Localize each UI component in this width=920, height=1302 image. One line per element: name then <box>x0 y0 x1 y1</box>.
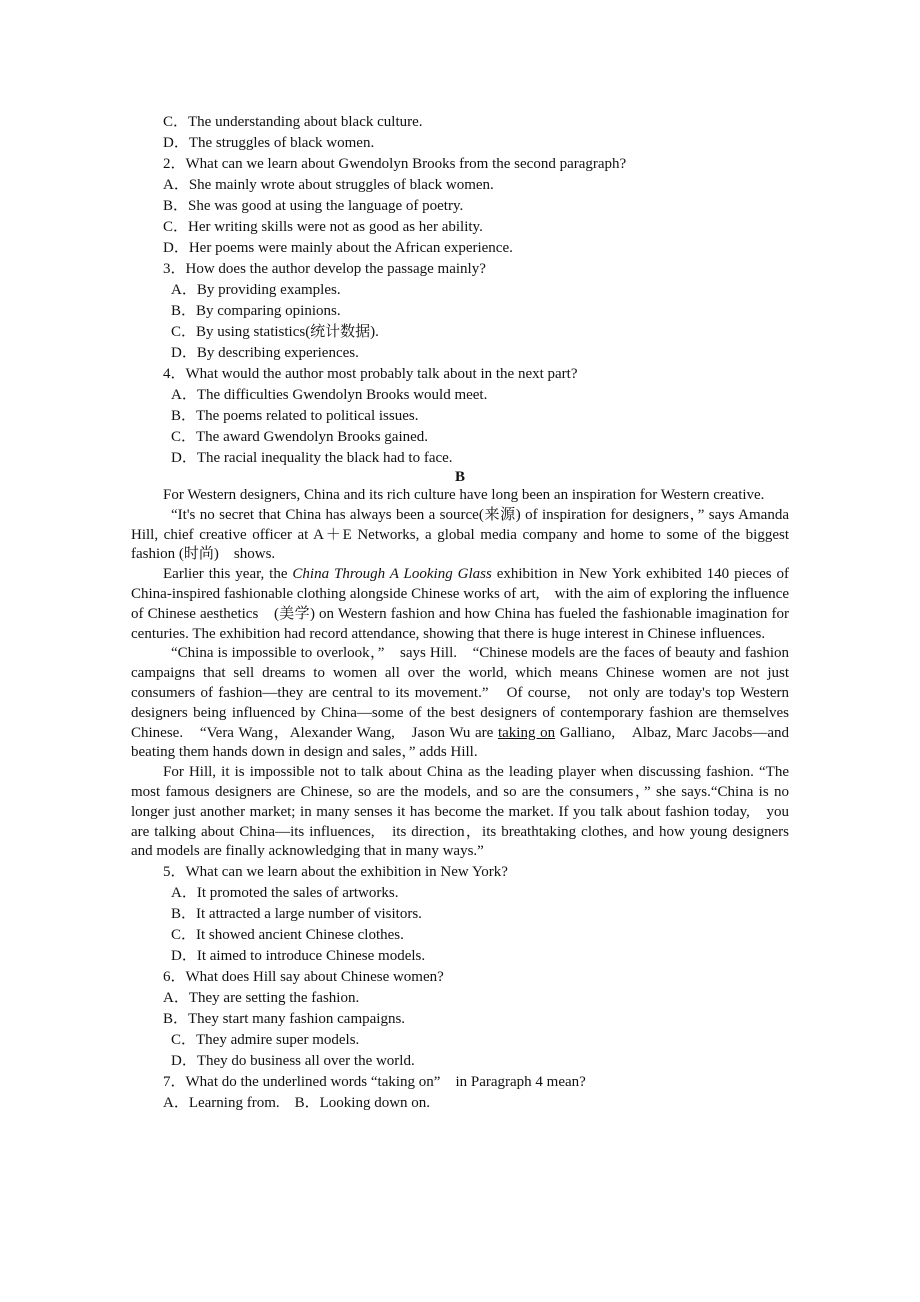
q1-option-d: D．The struggles of black women. <box>163 135 375 151</box>
question-3: 3．How does the author develop the passage mainly? <box>163 261 486 277</box>
exam-page <box>131 112 789 1114</box>
q2-option-b: B．She was good at using the language of poetry. <box>163 198 464 214</box>
q5-option-d: D．It aimed to introduce Chinese models. <box>171 948 426 965</box>
paragraph-1: For Western designers, China and its rich culture have long been an inspiration for Western creative. <box>163 487 765 503</box>
q3-option-b: B．By comparing opinions. <box>171 303 341 319</box>
q5-option-a: A．It promoted the sales of artworks. <box>171 885 399 902</box>
paragraph-5: For Hill, it is impossible not to talk about China as the leading player when discussing fashion. “The most famous designers are Chinese, so are the models, and so are the consumers，” she says.“China is no longer just another market; in many senses it has become the market. If you talk about fashion today, you are talking about China—its influences, its direction，its breathtaking clothes, and how young designers and models are finally acknowledging that in many ways.” <box>131 764 789 860</box>
question-5: 5．What can we learn about the exhibition in New York? <box>163 864 508 881</box>
paragraph-3: Earlier this year, the China Through A Looking Glass exhibition in New York exhibited 140 pieces of China-inspired fashionable clothing alongside Chinese works of art, with the aim of exploring the influence of Chinese aesthetics (美学) on Western fashion and how China has fueled the fashionable imagination for centuries. The exhibition had record attendance, showing that there is huge interest in Chinese influences. <box>131 566 789 642</box>
q3-option-c: C．By using statistics(统计数据). <box>171 324 379 340</box>
q1-option-c: C．The understanding about black culture. <box>163 114 423 130</box>
q2-option-d: D．Her poems were mainly about the African experience. <box>163 240 513 256</box>
section-heading: B <box>454 469 465 485</box>
q5-option-b: B．It attracted a large number of visitors. <box>171 906 422 923</box>
paragraph-4: “China is impossible to overlook，” says Hill. “Chinese models are the faces of beauty and fashion campaigns that sell dreams to women all over the world, which means Chinese women are not just consumers of fashion—they are central to its movement.” Of course, not only are today's top Western designers being influenced by China—some of the best designers of contemporary fashion are themselves Chinese. “Vera Wang，Alexander Wang, Jason Wu are taking on Galliano, Albaz, Marc Jacobs—and beating them hands down in design and sales，” adds Hill. <box>131 645 789 761</box>
q5-option-c: C．It showed ancient Chinese clothes. <box>171 927 404 944</box>
q6-option-b: B．They start many fashion campaigns. <box>163 1011 406 1028</box>
question-4: 4．What would the author most probably talk about in the next part? <box>163 366 578 382</box>
question-6: 6．What does Hill say about Chinese women? <box>163 969 444 986</box>
q7-options: A．Learning from. B．Looking down on. <box>163 1095 431 1112</box>
q4-option-c: C．The award Gwendolyn Brooks gained. <box>171 429 429 445</box>
question-7: 7．What do the underlined words “taking on” in Paragraph 4 mean? <box>163 1074 586 1091</box>
q6-option-d: D．They do business all over the world. <box>171 1053 415 1070</box>
q2-option-a: A．She mainly wrote about struggles of black women. <box>163 177 494 193</box>
q4-option-b: B．The poems related to political issues. <box>171 408 419 424</box>
q6-option-c: C．They admire super models. <box>171 1032 360 1049</box>
q3-option-a: A．By providing examples. <box>171 282 341 298</box>
q3-option-d: D．By describing experiences. <box>171 345 359 361</box>
q2-option-c: C．Her writing skills were not as good as her ability. <box>163 219 483 235</box>
underlined-phrase: taking on <box>497 724 556 741</box>
q6-option-a: A．They are setting the fashion. <box>163 990 360 1007</box>
question-2: 2．What can we learn about Gwendolyn Brooks from the second paragraph? <box>163 156 627 172</box>
paragraph-2: “It's no secret that China has always been a source(来源) of inspiration for designers，” says Amanda Hill, chief creative officer at A＋E Networks, a global media company and home to some of the biggest fashion (时尚) shows. <box>131 506 789 563</box>
q4-option-a: A．The difficulties Gwendolyn Brooks would meet. <box>171 387 488 403</box>
exhibition-title: China Through A Looking Glass <box>292 566 492 583</box>
q4-option-d: D．The racial inequality the black had to face. <box>171 450 453 466</box>
